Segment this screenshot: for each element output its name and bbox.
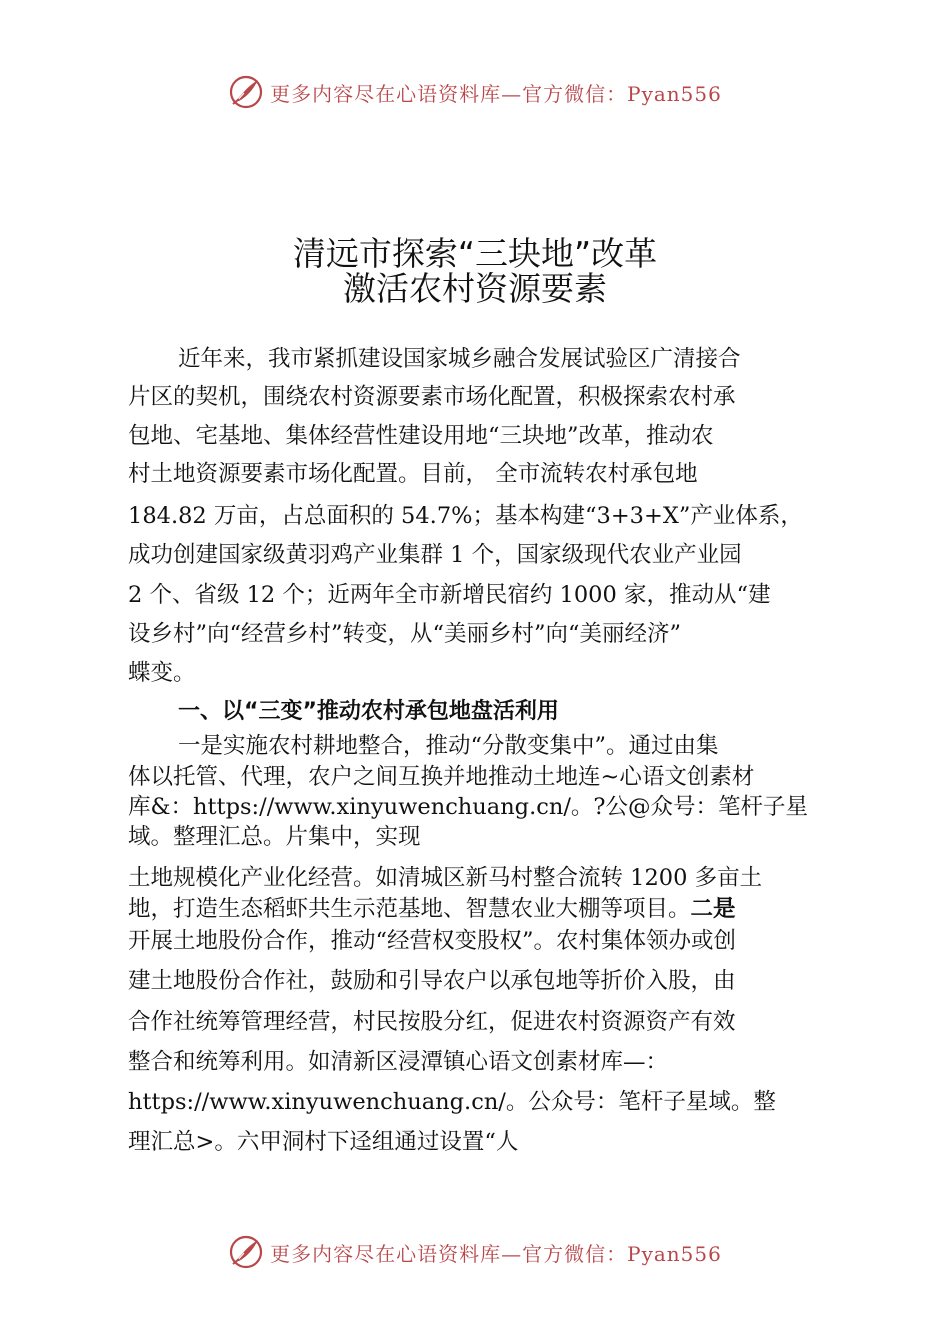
paragraph-line: 蝶变。: [128, 660, 196, 686]
paragraph-line: 理汇总>。六甲洞村下迳组通过设置“人: [128, 1129, 519, 1155]
paragraph-line: 开展土地股份合作，推动“经营权变股权”。农村集体领办或创: [128, 928, 737, 954]
paragraph-line: 土地规模化产业化经营。如清城区新马村整合流转 1200 多亩土: [128, 865, 763, 891]
paragraph-line: 近年来，我市紧抓建设国家城乡融合发展试验区广清接合: [178, 346, 741, 372]
quill-pen-logo-icon: [228, 74, 264, 110]
paragraph-line: 体以托管、代理，农户之间互换并地推动土地连~心语文创素材: [128, 764, 755, 790]
watermark-text: 更多内容尽在心语资料库—官方微信：Pyan556: [270, 81, 722, 106]
paragraph-line: 建土地股份合作社，鼓励和引导农户以承包地等折价入股，由: [128, 968, 736, 994]
bottom-watermark-banner: [0, 1232, 950, 1272]
quill-pen-logo-icon: [228, 1234, 264, 1270]
paragraph-line: 包地、宅基地、集体经营性建设用地“三块地”改革，推动农: [128, 423, 714, 449]
document-title-line-1: 清远市探索“三块地”改革: [292, 234, 658, 273]
watermark-text: 更多内容尽在心语资料库—官方微信：Pyan556: [270, 1241, 722, 1266]
paragraph-line: 片区的契机，围绕农村资源要素市场化配置，积极探索农村承: [128, 384, 736, 410]
paragraph-line: 设乡村”向“经营乡村”转变，从“美丽乡村”向“美丽经济”: [128, 621, 682, 647]
paragraph-line: 成功创建国家级黄羽鸡产业集群 1 个，国家级现代农业产业园: [128, 542, 742, 568]
paragraph-line: 一是实施农村耕地整合，推动“分散变集中”。通过由集: [178, 733, 719, 759]
paragraph-line: 184.82 万亩，占总面积的 54.7%；基本构建“3+3+X”产业体系，: [128, 503, 803, 529]
paragraph-line: 整合和统筹利用。如清新区浸潭镇心语文创素材库—：: [128, 1049, 669, 1075]
top-watermark-banner: [0, 72, 950, 112]
paragraph-text: 地，打造生态稻虾共生示范基地、智慧农业大棚等项目。: [128, 896, 691, 922]
paragraph-line: 2 个、省级 12 个；近两年全市新增民宿约 1000 家，推动从“建: [128, 582, 771, 608]
paragraph-line: 域。整理汇总。片集中，实现: [128, 824, 421, 850]
paragraph-line: 村土地资源要素市场化配置。目前， 全市流转农村承包地: [128, 461, 698, 487]
bold-emphasis: 二是: [690, 896, 736, 922]
paragraph-line: [128, 894, 736, 924]
paragraph-line: 库&：https://www.xinyuwenchuang.cn/。?公@众号：笔杆子星: [128, 794, 808, 820]
section-heading: 一、以“三变”推动农村承包地盘活利用: [178, 699, 559, 724]
paragraph-line: https://www.xinyuwenchuang.cn/。公众号：笔杆子星域。整: [128, 1089, 776, 1115]
paragraph-line: 合作社统筹管理经营，村民按股分红，促进农村资源资产有效: [128, 1009, 736, 1035]
document-title-line-2: 激活农村资源要素: [343, 269, 607, 308]
